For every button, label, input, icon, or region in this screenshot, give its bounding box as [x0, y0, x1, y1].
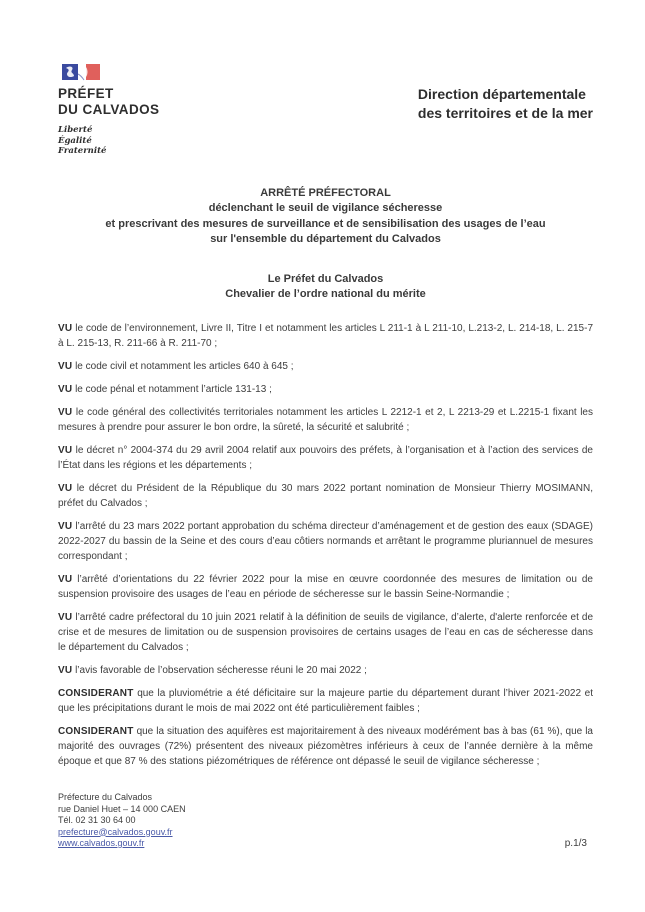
- paragraph-text: l’arrêté d’orientations du 22 février 2022 pour la mise en œuvre coordonnée des mesures de limitation ou de suspension provisoire des usages de l’eau en période de sécheresse sur le bassin Seine-Normandie ;: [58, 573, 593, 600]
- paragraph-text: l’arrêté cadre préfectoral du 10 juin 2021 relatif à la définition de seuils de vigilance, d’alerte, d'alerte renforcée et de crise et de mesures de limitation ou de suspension provisoires de certains usages de l’eau en cas de sécheresse dans le département du Calvados ;: [58, 611, 594, 653]
- paragraph-lead: CONSIDERANT: [58, 725, 134, 737]
- paragraph-vu-2: [58, 359, 593, 374]
- paragraph-text: le code général des collectivités territoriales notamment les articles L 2212-1 et 2, L 2213-29 et L.2215-1 fixant les mesures à prendre pour assurer le bon ordre, la sûreté, la sécurité et salubrité ;: [58, 406, 593, 433]
- paragraph-text: l’avis favorable de l’observation sécheresse réuni le 20 mai 2022 ;: [75, 664, 367, 676]
- paragraph-lead: VU: [58, 322, 73, 334]
- decree-title-line1: ARRÊTÉ PRÉFECTORAL: [260, 186, 391, 199]
- prefect-name-line1: PRÉFET: [58, 86, 114, 101]
- paragraph-vu-3: [58, 382, 593, 397]
- motto-liberte: Liberté: [58, 125, 93, 135]
- footer-contact-block: [58, 792, 186, 850]
- footer-website-link[interactable]: www.calvados.gouv.fr: [58, 838, 145, 848]
- issuer-line2: Chevalier de l’ordre national du mérite: [225, 288, 426, 300]
- paragraph-lead: VU: [58, 482, 73, 494]
- paragraph-text: que la pluviométrie a été déficitaire sur la majeure partie du département durant l’hiver 2021-2022 et que les précipitations durant le mois de mai 2022 ont été particulièrement faibles ;: [58, 687, 593, 714]
- paragraph-considerant-1: [58, 686, 593, 716]
- paragraph-considerant-2: [58, 724, 593, 769]
- paragraph-lead: CONSIDERANT: [58, 687, 134, 699]
- prefect-name-line2: DU CALVADOS: [58, 102, 160, 117]
- paragraph-vu-7: [58, 519, 593, 564]
- motto-egalite: Égalité: [58, 135, 92, 146]
- paragraph-lead: VU: [58, 383, 73, 395]
- paragraph-vu-1: [58, 321, 593, 351]
- paragraph-text: l’arrêté du 23 mars 2022 portant approbation du schéma directeur d’aménagement et de gestion des eaux (SDAGE) 2022-2027 du bassin de la Seine et des cours d’eau côtiers normands et arrêtant le programme pluriannuel de mesures correspondant ;: [58, 520, 593, 562]
- paragraph-text: le décret n° 2004-374 du 29 avril 2004 relatif aux pouvoirs des préfets, à l’organisation et à l’action des services de l’État dans les régions et les départements ;: [58, 444, 593, 471]
- footer-org: Préfecture du Calvados: [58, 792, 153, 802]
- paragraph-vu-4: [58, 405, 593, 435]
- paragraph-text: le code civil et notamment les articles 640 à 645 ;: [75, 360, 294, 372]
- document-header: [58, 64, 593, 157]
- decree-title-line2: déclenchant le seuil de vigilance sécheresse: [208, 202, 443, 214]
- footer-address: rue Daniel Huet – 14 000 CAEN: [58, 803, 186, 814]
- paragraph-text: le code de l’environnement, Livre II, Titre I et notamment les articles L 211-1 à L 211-10, L.213-2, L. 214-18, L. 215-7 à L. 215-13, R. 211-66 à R. 211-70 ;: [58, 322, 593, 349]
- direction-line2: des territoires et de la mer: [417, 104, 593, 121]
- paragraph-lead: VU: [58, 611, 73, 623]
- paragraph-text: le code pénal et notamment l’article 131-13 ;: [75, 383, 272, 395]
- paragraph-lead: VU: [58, 573, 73, 585]
- french-flag-icon: [62, 64, 102, 82]
- motto-fraternite: Fraternité: [58, 146, 107, 156]
- issuer-block: [58, 272, 593, 303]
- paragraph-vu-9: [58, 610, 593, 655]
- issuer-line1: Le Préfet du Calvados: [267, 272, 384, 285]
- paragraph-text: le décret du Président de la République du 30 mars 2022 portant nomination de Monsieur Thierry MOSIMANN, préfet du Calvados ;: [58, 482, 593, 509]
- paragraph-text: que la situation des aquifères est majoritairement à des niveaux modérément bas à bas (61 %), que la majorité des ouvrages (72%) présentent des niveaux piézomètres inférieurs à ceux de l’année dernière à la même époque et que 87 % des stations piézométriques de référence ont dépassé le seuil de vigilance sécheresse ;: [58, 725, 593, 767]
- paragraph-lead: VU: [58, 360, 73, 372]
- paragraph-lead: VU: [58, 664, 73, 676]
- decree-title-line4: sur l'ensemble du département du Calvados: [210, 233, 441, 245]
- paragraph-lead: VU: [58, 444, 73, 456]
- footer-phone: Tél. 02 31 30 64 00: [58, 815, 136, 825]
- paragraph-vu-5: [58, 443, 593, 473]
- decree-title: [58, 186, 593, 248]
- paragraph-vu-8: [58, 572, 593, 602]
- page-number: p.1/3: [564, 838, 587, 849]
- prefect-name: [58, 86, 288, 118]
- direction-line1: Direction départementale: [417, 86, 586, 102]
- decree-title-line3: et prescrivant des mesures de surveillance et de sensibilisation des usages de l’eau: [105, 217, 546, 230]
- decree-body: [58, 321, 593, 769]
- paragraph-lead: VU: [58, 520, 73, 532]
- republic-motto: [58, 125, 288, 157]
- paragraph-vu-6: [58, 481, 593, 511]
- prefect-logo-block: [58, 64, 288, 157]
- paragraph-lead: VU: [58, 406, 73, 418]
- paragraph-vu-10: [58, 663, 593, 678]
- footer-email-link[interactable]: prefecture@calvados.gouv.fr: [58, 826, 173, 837]
- direction-departementale: [418, 85, 593, 122]
